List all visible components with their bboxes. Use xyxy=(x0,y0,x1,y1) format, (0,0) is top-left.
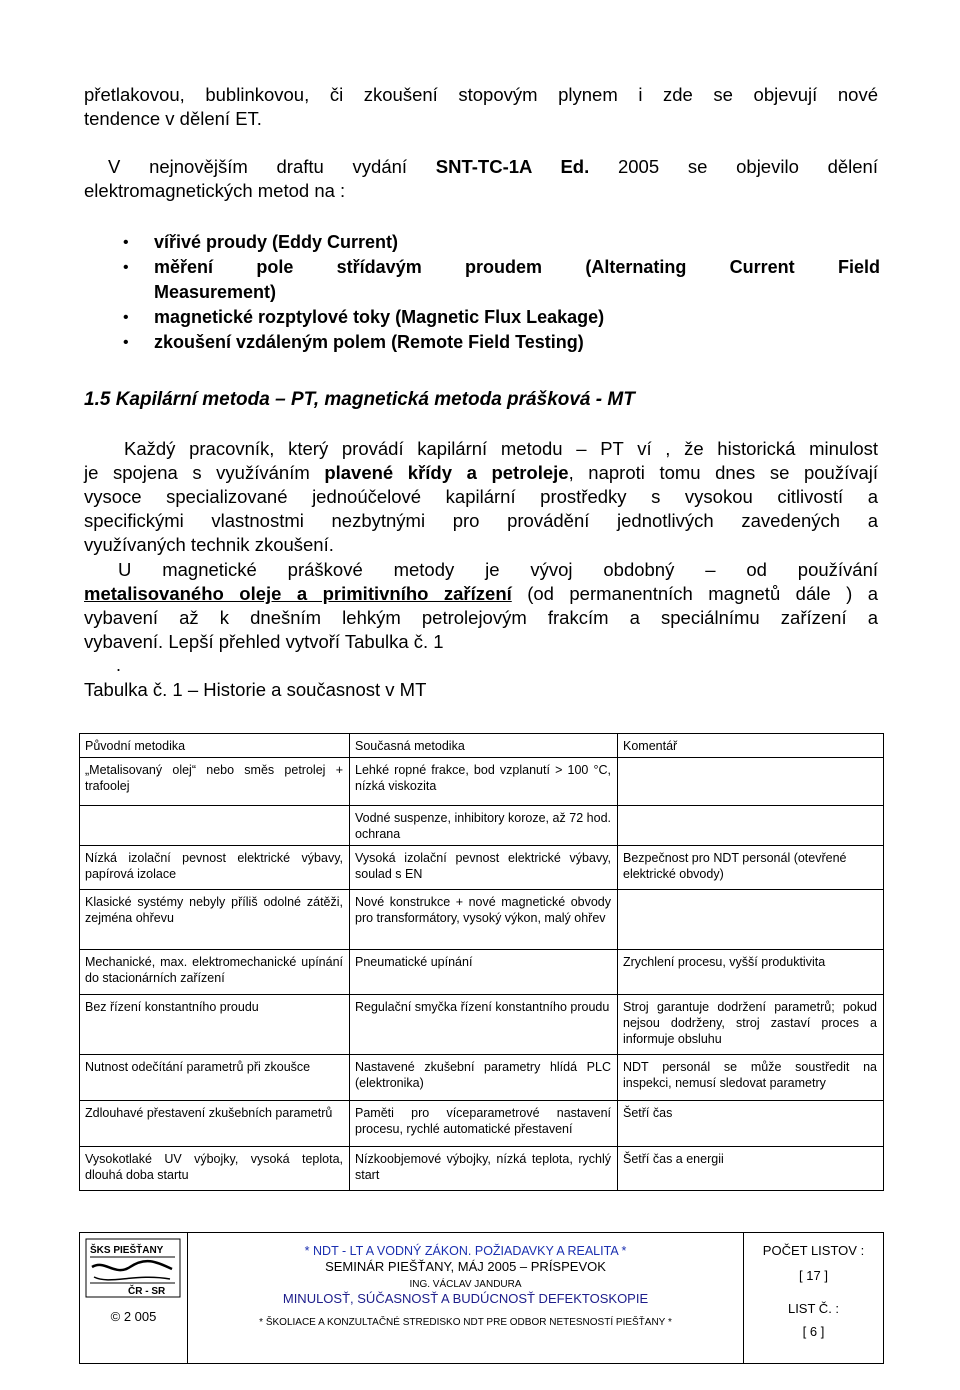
logo-text-bottom: ČR - SR xyxy=(128,1286,166,1297)
standard-name: SNT-TC-1A Ed. xyxy=(435,156,590,177)
logo-text-top: ŠKS PIEŠŤANY xyxy=(90,1245,164,1256)
table-cell: Šetří čas xyxy=(618,1101,884,1147)
table-row xyxy=(80,806,884,846)
table-row xyxy=(80,758,884,806)
list-item xyxy=(84,255,880,305)
list-item-text: zkoušení vzdáleným polem (Remote Field Testing) xyxy=(154,332,584,352)
section-heading: 1.5 Kapilární metoda – PT, magnetická metoda prášková - MT xyxy=(84,389,635,410)
paper-title: MINULOSŤ, SÚČASNOSŤ A BUDÚCNOSŤ DEFEKTOSKOPIE xyxy=(282,1291,649,1306)
footer-table xyxy=(79,1232,884,1364)
table-cell xyxy=(80,806,350,846)
pt-paragraph xyxy=(84,437,878,557)
table-cell: NDT personál se může soustředit na inspekci, nemusí sledovat parametry xyxy=(618,1055,884,1101)
text-line xyxy=(84,582,878,606)
copyright-text: © 2 005 xyxy=(110,1309,157,1324)
table-row xyxy=(80,995,884,1055)
text-line: specifickými vlastnostmi nezbytnými pro provádění jednotlivých zavedených a xyxy=(84,510,878,531)
table-cell: Nové konstrukce + nové magnetické obvody pro transformátory, vysoký výkon, malý ohřev xyxy=(350,890,618,950)
text-line: tendence v dělení ET. xyxy=(84,108,262,129)
list-item-text: • měření pole střídavým proudem (Alternating Current Field xyxy=(154,257,880,277)
table-cell: Paměti pro víceparametrové nastavení procesu, rychlé automatické přestavení xyxy=(350,1101,618,1147)
table-row xyxy=(80,1147,884,1191)
list-item-text: Measurement) xyxy=(154,282,277,302)
table-cell xyxy=(618,758,884,806)
table-cell: Nutnost odečítání parametrů při zkoušce xyxy=(80,1055,350,1101)
sheet-label: LIST Č. : xyxy=(787,1301,840,1316)
table-cell: Pneumatické upínání xyxy=(350,950,618,995)
table-cell: Regulační smyčka řízení konstantního proudu xyxy=(350,995,618,1055)
table-row xyxy=(80,1055,884,1101)
table-cell: Stroj garantuje dodržení parametrů; pokud nejsou dodrženy, stroj zastaví proces a informuje obsluhu xyxy=(618,995,884,1055)
footer-logo-cell xyxy=(80,1233,188,1364)
table-cell: Zrychlení procesu, vyšší produktivita xyxy=(618,950,884,995)
table-cell: Bez řízení konstantního proudu xyxy=(80,995,350,1055)
list-item-text: vířivé proudy (Eddy Current) xyxy=(154,232,399,252)
text-line: Každý pracovník, který provádí kapilární metodu – PT ví , že historická minulost xyxy=(124,438,878,459)
table-cell: Nízkoobjemové výbojky, nízká teplota, rychlý start xyxy=(350,1147,618,1191)
table-cell: Vysoká izolační pevnost elektrické výbavy, soulad s EN xyxy=(350,846,618,890)
emphasis-text: metalisovaného oleje a primitivního zařízení xyxy=(84,583,512,604)
list-item xyxy=(84,305,880,330)
text-span: (od permanentních magnetů dále ) a xyxy=(511,583,878,604)
mt-paragraph xyxy=(84,558,878,654)
table-cell xyxy=(618,806,884,846)
table-row xyxy=(80,846,884,890)
method-list xyxy=(84,230,880,355)
text-line: využívaných technik zkoušení. xyxy=(84,534,334,555)
institution-text: * ŠKOLIACE A KONZULTAČNÉ STREDISKO NDT PRE ODBOR NETESNOSTÍ PIEŠŤANY * xyxy=(259,1317,672,1328)
table-cell: Zdlouhavé přestavení zkušebních parametrů xyxy=(80,1101,350,1147)
column-header: Komentář xyxy=(618,734,884,758)
text-line: vybavení až k dnešním lehkým petrolejovým frakcím a speciálnímu zařízení a xyxy=(84,607,878,628)
table-cell: Šetří čas a energii xyxy=(618,1147,884,1191)
emphasis-text: plavené křídy a petroleje xyxy=(324,462,569,483)
stray-dot: . xyxy=(116,655,122,675)
table-cell: Vodné suspenze, inhibitory koroze, až 72 hod. ochrana xyxy=(350,806,618,846)
column-header: Původní metodika xyxy=(80,734,350,758)
seminar-subtitle: SEMINÁR PIEŠŤANY, MÁJ 2005 – PRÍSPEVOK xyxy=(325,1259,606,1274)
table-cell: Nízká izolační pevnost elektrické výbavy, papírová izolace xyxy=(80,846,350,890)
pages-label: POČET LISTOV : xyxy=(762,1243,865,1258)
history-table xyxy=(79,733,884,1191)
list-item xyxy=(84,330,880,355)
sks-logo-graphic xyxy=(80,1233,186,1303)
list-item-text: magnetické rozptylové toky (Magnetic Flux Leakage) xyxy=(154,307,605,327)
table-caption: Tabulka č. 1 – Historie a současnost v MT xyxy=(84,679,427,700)
table-row xyxy=(80,950,884,995)
author-name: ING. VÁCLAV JANDURA xyxy=(409,1279,522,1290)
text-line xyxy=(84,461,878,485)
page-footer xyxy=(79,1232,883,1364)
pages-value: [ 17 ] xyxy=(799,1268,828,1283)
text-line: vysoce specializované jednoúčelové kapilární prostředky s vysokou citlivostí a xyxy=(84,486,878,507)
table-row xyxy=(80,890,884,950)
draft-paragraph xyxy=(84,155,878,203)
text-line: elektromagnetických metod na : xyxy=(84,180,346,201)
table-cell: Vysokotlaké UV výbojky, vysoká teplota, dlouhá doba startu xyxy=(80,1147,350,1191)
text-span: 2005 se objevilo dělení xyxy=(589,156,878,177)
table-cell: Nastavené zkušební parametry hlídá PLC (elektronika) xyxy=(350,1055,618,1101)
text-line: vybavení. Lepší přehled vytvoří Tabulka č. 1 xyxy=(84,631,444,652)
table-cell: Mechanické, max. elektromechanické upínání do stacionárních zařízení xyxy=(80,950,350,995)
table-cell xyxy=(618,890,884,950)
list-item xyxy=(84,230,880,255)
text-span: , naproti tomu dnes se používají xyxy=(568,462,878,483)
text-span: V nejnovějším draftu vydání xyxy=(108,156,436,177)
text-line: přetlakovou, bublinkovou, či zkoušení stopovým plynem i zde se objevují nové xyxy=(84,84,878,105)
intro-paragraph xyxy=(84,83,878,131)
footer-center-cell xyxy=(188,1233,744,1364)
table-cell: Bezpečnost pro NDT personál (otevřené elektrické obvody) xyxy=(618,846,884,890)
seminar-title: * NDT - LT A VODNÝ ZÁKON. POŽIADAVKY A REALITA * xyxy=(304,1244,627,1258)
table-cell: Klasické systémy nebyly příliš odolné zátěži, zejména ohřevu xyxy=(80,890,350,950)
footer-pages-cell xyxy=(744,1233,884,1364)
sks-logo xyxy=(80,1233,187,1295)
table-row xyxy=(80,1101,884,1147)
table-cell: Lehké ropné frakce, bod vzplanutí > 100 °C, nízká viskozita xyxy=(350,758,618,806)
text-line xyxy=(84,155,878,179)
text-line: U magnetické práškové metody je vývoj obdobný – od používání xyxy=(118,559,878,580)
table-header-row xyxy=(80,734,884,758)
table-cell: „Metalisovaný olej“ nebo směs petrolej + trafoolej xyxy=(80,758,350,806)
column-header: Současná metodika xyxy=(350,734,618,758)
sheet-value: [ 6 ] xyxy=(802,1324,825,1339)
text-span: je spojena s využíváním xyxy=(84,462,325,483)
